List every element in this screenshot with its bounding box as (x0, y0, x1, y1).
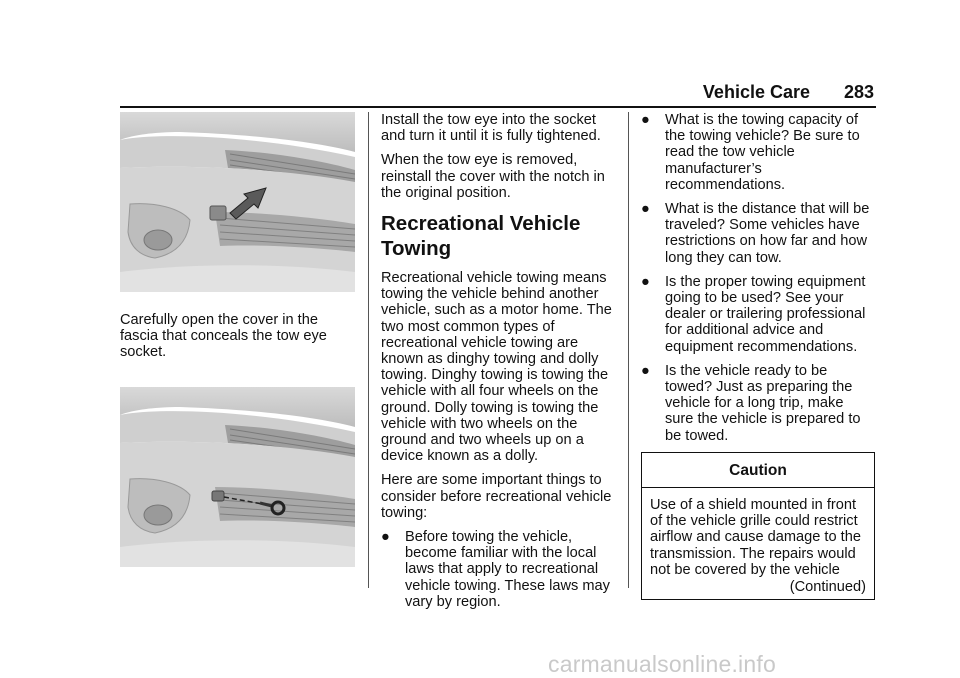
list-item (381, 529, 613, 610)
column-divider (628, 112, 629, 588)
column-divider (368, 112, 369, 588)
column-3 (641, 112, 875, 600)
list-item-text: Is the proper towing equipment going to be used? See your dealer or trailering professional for additional advice and equipment recommendations. (665, 273, 866, 355)
bullet-icon: ● (381, 529, 390, 546)
list-item-text: What is the distance that will be traveled? Some vehicles have restrictions on how far and how long they can tow. (665, 201, 870, 266)
caution-box (641, 452, 875, 600)
watermark: carmanualsonline.info (548, 651, 776, 677)
paragraph: When the tow eye is removed, reinstall the cover with the notch in the original position. (381, 152, 605, 201)
caution-text: Use of a shield mounted in front of the vehicle grille could restrict airflow and cause damage to the transmission. The repairs would not be covered by the vehicle (650, 497, 861, 578)
car-front-illustration-cover (120, 112, 355, 292)
list-item-text: What is the towing capacity of the towing vehicle? Be sure to read the tow vehicle manufacturer’s recommendations. (665, 112, 860, 193)
section-title: Vehicle Care (702, 82, 810, 102)
car-front-illustration-tow-eye (120, 387, 355, 567)
section-heading: Recreational Vehicle Towing (381, 212, 581, 261)
list-item-text: Before towing the vehicle, become familiar with the local laws that apply to recreational vehicle towing. These laws may vary by region. (405, 529, 610, 610)
page-header (120, 80, 876, 108)
paragraph: Install the tow eye into the socket and turn it until it is fully tightened. (381, 112, 601, 145)
column-2 (381, 112, 613, 618)
bullet-icon: ● (641, 112, 650, 128)
caution-title: Caution (642, 453, 874, 488)
bullet-icon: ● (641, 201, 650, 218)
paragraph: Here are some important things to consider before recreational vehicle towing: (381, 472, 612, 521)
list-item (641, 363, 875, 444)
continued-label: (Continued) (789, 578, 866, 595)
paragraph: Recreational vehicle towing means towing the vehicle behind another vehicle, such as a motor home. The two most common types of recreational vehicle towing are known as dinghy towing and dolly towing. Dinghy towing is towing the vehicle with all four wheels on the ground. Dolly towing is towing the vehicle with two wheels on the ground and two wheels up on a device known as a dolly. (381, 270, 612, 465)
bullet-list (641, 112, 875, 444)
bullet-icon: ● (641, 273, 650, 290)
bullet-icon: ● (641, 362, 650, 379)
paragraph: Carefully open the cover in the fascia that conceals the tow eye socket. (120, 312, 327, 361)
list-item (641, 201, 875, 266)
list-item-text: Is the vehicle ready to be towed? Just as preparing the vehicle for a long trip, make sure the vehicle is prepared to be towed. (665, 362, 861, 444)
list-item (641, 112, 875, 193)
list-item (641, 274, 875, 355)
column-1 (120, 112, 355, 567)
page-number: 283 (843, 82, 874, 102)
bullet-list (381, 529, 613, 610)
